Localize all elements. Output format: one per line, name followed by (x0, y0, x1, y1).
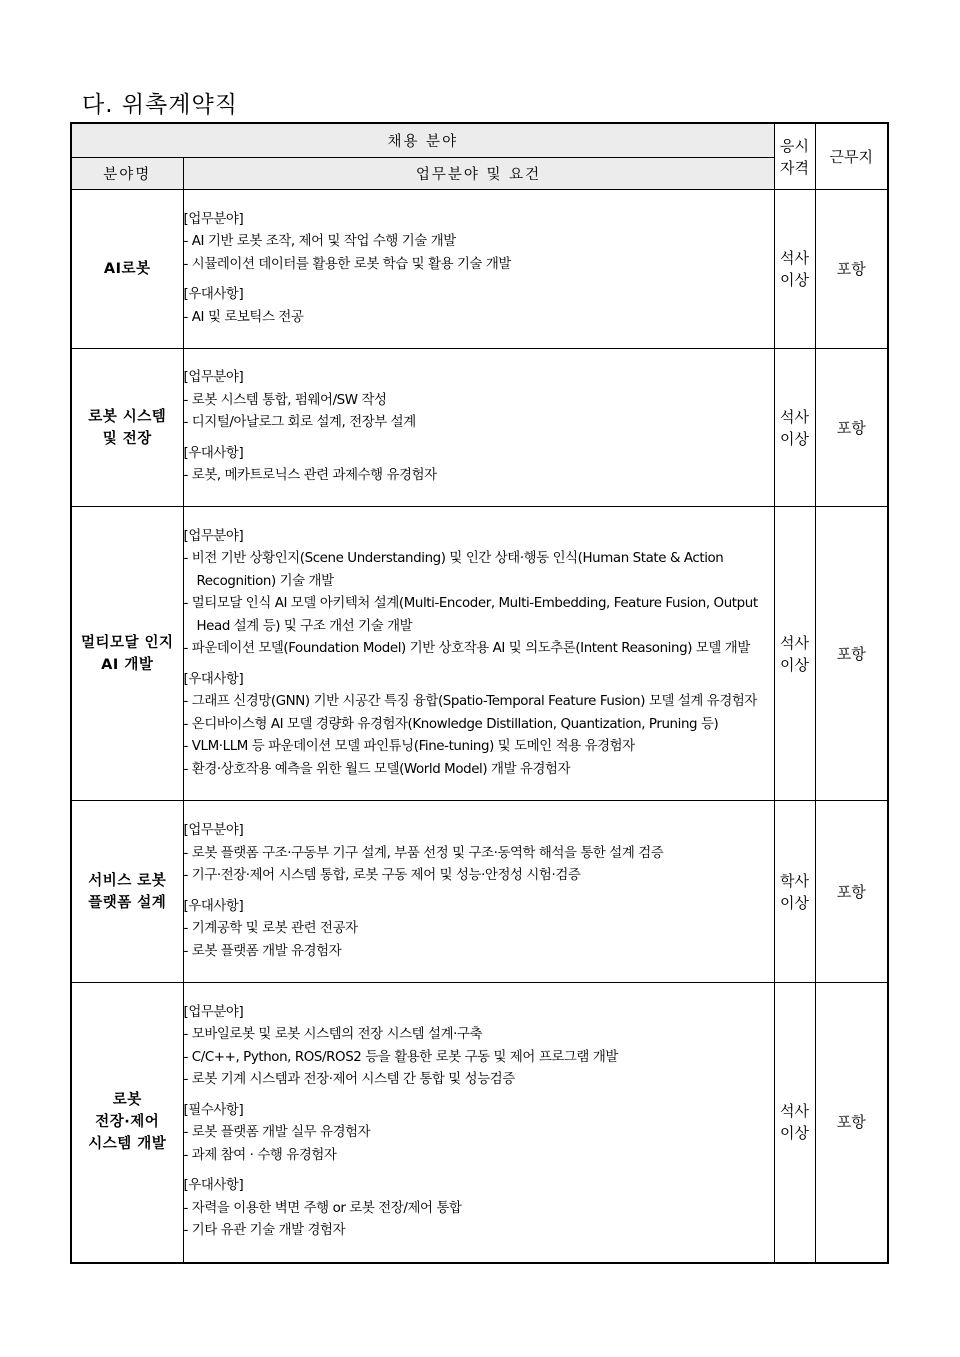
group-label: [우대사항] (183, 445, 244, 461)
list-item: - 기타 유관 기술 개발 경험자 (184, 1220, 774, 1243)
field-name-line: 멀티모달 인지 (80, 634, 174, 651)
group-label: [필수사항] (183, 1102, 244, 1118)
list-item: - AI 및 로보틱스 전공 (184, 307, 774, 330)
list-item: - VLM·LLM 등 파운데이션 모델 파인튜닝(Fine-tuning) 및 도메인 적용 유경험자 (184, 736, 774, 759)
list-item: - AI 기반 로봇 조작, 제어 및 작업 수행 기술 개발 (184, 231, 774, 254)
list-item: - 로봇 플랫폼 개발 실무 유경험자 (184, 1122, 774, 1145)
requirement-group (184, 820, 774, 888)
list-item: - 환경·상호작용 예측을 위한 월드 모델(World Model) 개발 유경험자 (184, 759, 774, 782)
location-cell: 포항 (815, 349, 888, 507)
field-name-line: 시스템 개발 (88, 1136, 167, 1153)
field-name-cell (71, 983, 183, 1263)
qualification-header-line2: 자격 (780, 158, 809, 177)
requirement-group (184, 896, 774, 964)
requirement-group (184, 1175, 774, 1243)
field-name-line: 서비스 로봇 (88, 872, 167, 889)
qualification-line: 석사 (780, 1102, 809, 1121)
group-label: [우대사항] (183, 898, 244, 914)
qualification-line: 이상 (780, 429, 809, 448)
list-item: - 디지털/아날로그 회로 설계, 전장부 설계 (184, 412, 774, 435)
list-item: - 로봇 플랫폼 구조·구동부 기구 설계, 부품 선정 및 구조·동역학 해석을 통한 설계 검증 (184, 843, 774, 866)
field-name-cell (71, 507, 183, 801)
qualification-line: 학사 (780, 871, 809, 890)
qualification-line: 이상 (780, 893, 809, 912)
list-item: - 비전 기반 상황인지(Scene Understanding) 및 인간 상태·행동 인식(Human State & Action Recognition) 기술 개발 (184, 548, 774, 593)
requirement-group (184, 669, 774, 782)
recruit-field-header: 채용 분야 (71, 123, 774, 158)
qualification-line: 석사 (780, 249, 809, 267)
list-item: - 파운데이션 모델(Foundation Model) 기반 상호작용 AI 및 의도추론(Intent Reasoning) 모델 개발 (184, 638, 774, 661)
field-name-cell (71, 801, 183, 983)
requirement-group (184, 209, 774, 277)
qualification-cell (774, 507, 815, 801)
list-item: - C/C++, Python, ROS/ROS2 등을 활용한 로봇 구동 및 제어 프로그램 개발 (184, 1047, 774, 1070)
header-row-top (71, 123, 888, 158)
field-name-line: 전장·제어 (95, 1114, 160, 1131)
list-item: - 자력을 이용한 벽면 주행 or 로봇 전장/제어 통합 (184, 1198, 774, 1221)
group-label: [우대사항] (183, 1178, 244, 1194)
field-name-cell (71, 190, 183, 349)
list-item: - 기계공학 및 로봇 관련 전공자 (184, 918, 774, 941)
requirement-group (184, 367, 774, 435)
table-body (71, 190, 888, 1263)
list-item: - 과제 참여 · 수행 유경험자 (184, 1145, 774, 1168)
list-item: - 로봇 기계 시스템과 전장·제어 시스템 간 통합 및 성능검증 (184, 1069, 774, 1092)
duty-cell (183, 801, 774, 983)
group-label: [업무분야] (183, 1004, 244, 1020)
field-name-line: AI로봇 (103, 261, 151, 277)
qualification-line: 석사 (780, 633, 809, 652)
duty-header: 업무분야 및 요건 (183, 158, 774, 190)
field-name-line: 및 전장 (102, 430, 152, 447)
requirement-group (184, 284, 774, 329)
table-row (71, 349, 888, 507)
location-cell: 포항 (815, 983, 888, 1263)
location-cell: 포항 (815, 190, 888, 349)
group-label: [업무분야] (183, 528, 244, 544)
group-label: [우대사항] (183, 287, 244, 303)
qualification-line: 석사 (780, 407, 809, 426)
field-name-line: AI 개발 (101, 656, 154, 673)
recruitment-table (70, 122, 889, 1264)
location-cell: 포항 (815, 507, 888, 801)
group-label: [우대사항] (183, 671, 244, 687)
section-title: 다. 위촉계약직 (82, 92, 238, 118)
duty-cell (183, 349, 774, 507)
group-label: [업무분야] (183, 370, 244, 386)
field-name-cell (71, 349, 183, 507)
list-item: - 기구·전장·제어 시스템 통합, 로봇 구동 제어 및 성능·안정성 시험·검증 (184, 865, 774, 888)
qualification-header-line1: 응시 (780, 136, 809, 155)
qualification-cell (774, 190, 815, 349)
list-item: - 시뮬레이션 데이터를 활용한 로봇 학습 및 활용 기술 개발 (184, 254, 774, 277)
list-item: - 로봇 플랫폼 개발 유경험자 (184, 941, 774, 964)
list-item: - 모바일로봇 및 로봇 시스템의 전장 시스템 설계·구축 (184, 1024, 774, 1047)
field-name-line: 로봇 시스템 (88, 408, 167, 425)
qualification-header (774, 123, 815, 190)
list-item: - 온디바이스형 AI 모델 경량화 유경험자(Knowledge Distillation, Quantization, Pruning 등) (184, 714, 774, 737)
table-row (71, 507, 888, 801)
location-cell: 포항 (815, 801, 888, 983)
location-header: 근무지 (815, 123, 888, 190)
list-item: - 그래프 신경망(GNN) 기반 시공간 특징 융합(Spatio-Temporal Feature Fusion) 모델 설계 유경험자 (184, 691, 774, 714)
field-name-line: 플랫폼 설계 (88, 894, 167, 911)
qualification-line: 이상 (780, 655, 809, 674)
qualification-cell (774, 983, 815, 1263)
header-row-bottom (71, 158, 888, 190)
table-row (71, 983, 888, 1263)
table-row (71, 801, 888, 983)
group-label: [업무분야] (183, 823, 244, 838)
requirement-group (184, 526, 774, 661)
list-item: - 로봇, 메카트로닉스 관련 과제수행 유경험자 (184, 465, 774, 488)
group-label: [업무분야] (183, 211, 244, 227)
duty-cell (183, 983, 774, 1263)
qualification-cell (774, 349, 815, 507)
list-item: - 멀티모달 인식 AI 모델 아키텍처 설계(Multi-Encoder, Multi-Embedding, Feature Fusion, Output Head 설계 등) 및 구조 개선 기술 개발 (184, 593, 774, 638)
field-name-line: 로봇 (112, 1092, 142, 1109)
duty-cell (183, 190, 774, 349)
qualification-line: 이상 (780, 271, 809, 289)
qualification-cell (774, 801, 815, 983)
requirement-group (184, 1002, 774, 1092)
table-row (71, 190, 888, 349)
qualification-line: 이상 (780, 1124, 809, 1143)
list-item: - 로봇 시스템 통합, 펌웨어/SW 작성 (184, 390, 774, 413)
requirement-group (184, 443, 774, 488)
field-name-header: 분야명 (71, 158, 183, 190)
duty-cell (183, 507, 774, 801)
requirement-group (184, 1100, 774, 1168)
